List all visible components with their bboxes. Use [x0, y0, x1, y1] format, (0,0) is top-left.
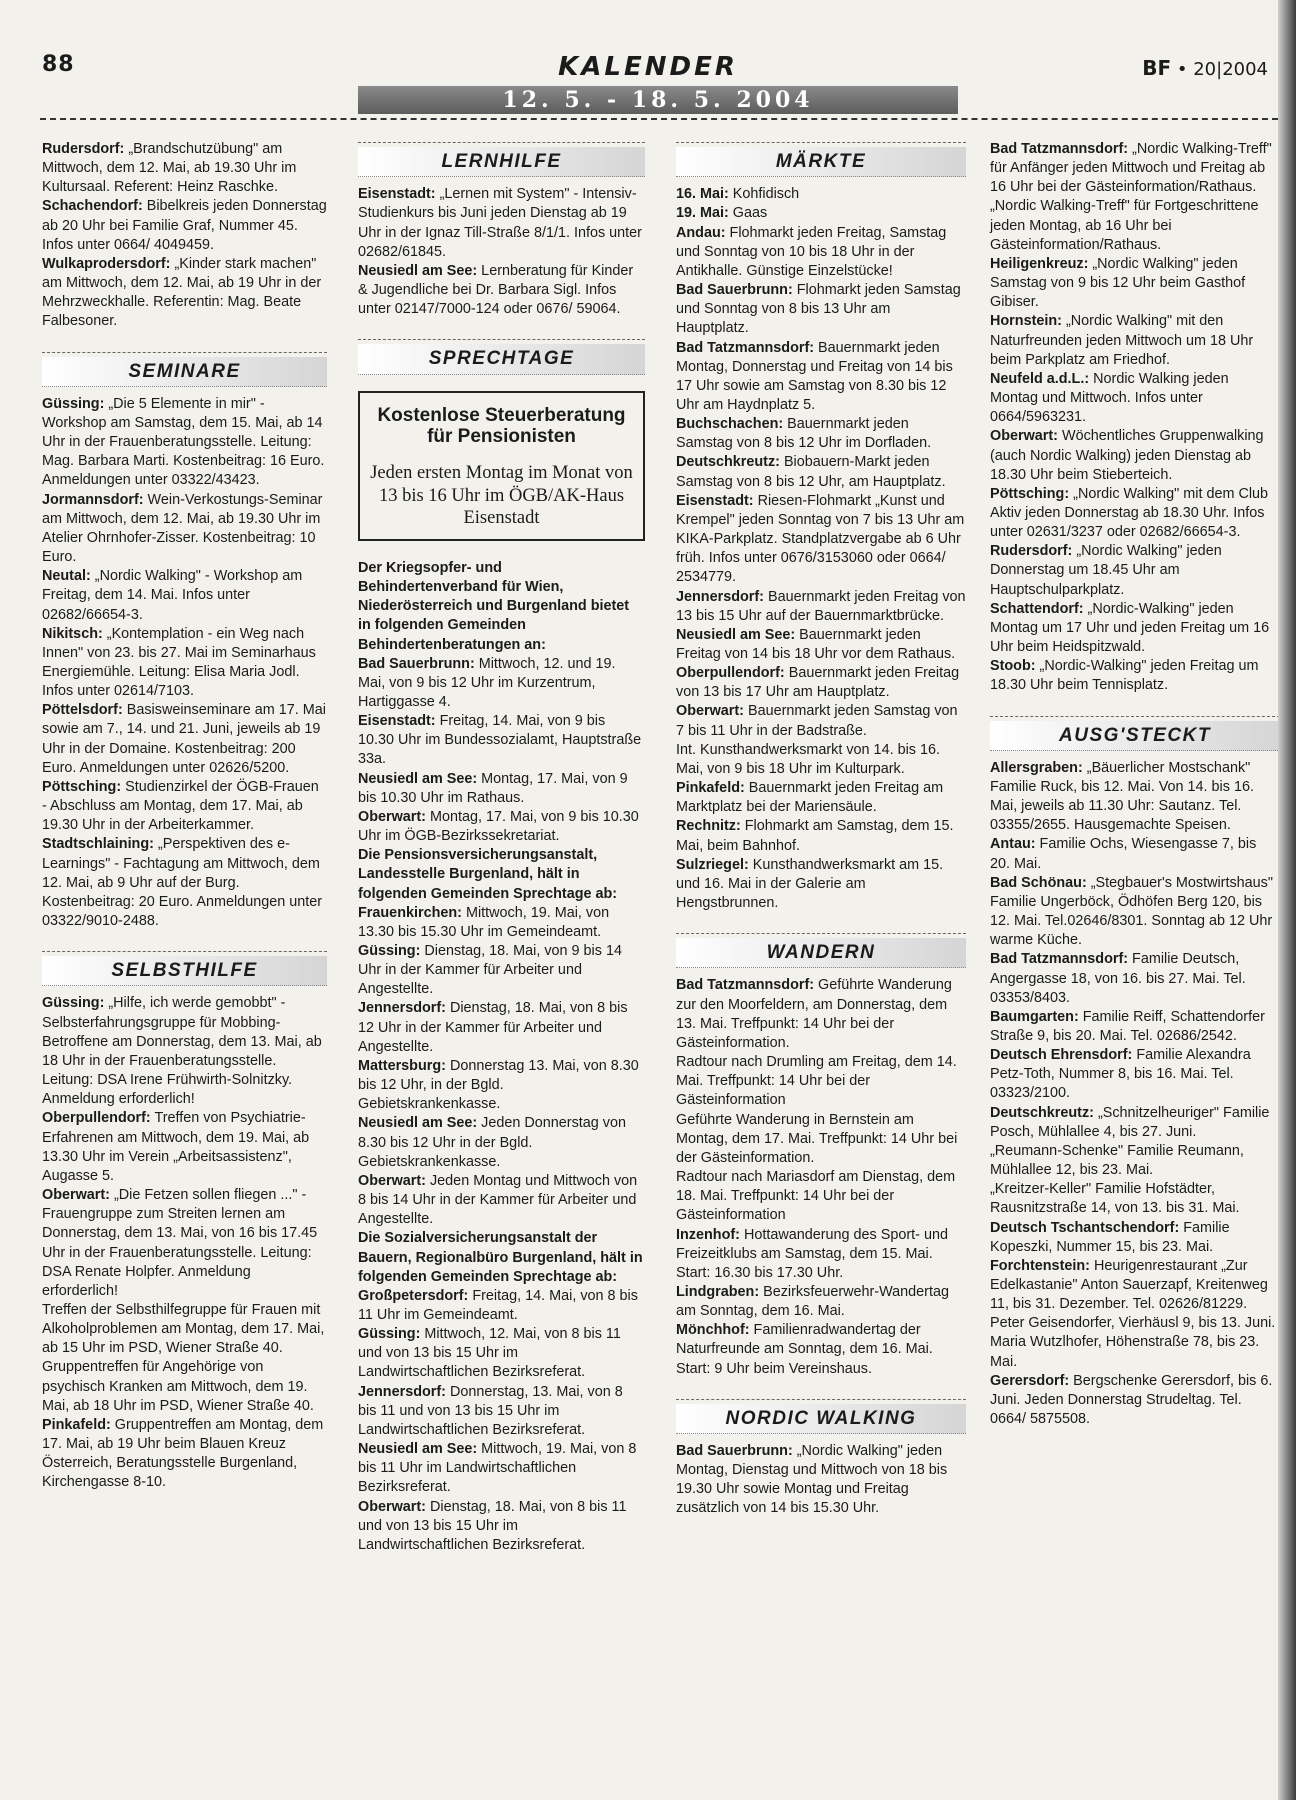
listing-place: Oberpullendorf:: [42, 1110, 151, 1127]
listing-text: Familie Reiff, Schattendorfer Straße 9, bis 20. Mai. Tel. 02686/2542.: [990, 1008, 1265, 1044]
listing-entry: [990, 1104, 1280, 1142]
listing-entry: [990, 485, 1280, 542]
listing-place: Pöttsching:: [42, 778, 122, 795]
date-range-banner: 12. 5. - 18. 5. 2004: [358, 86, 958, 114]
listing-entry: [358, 1383, 645, 1440]
section-sprechtage: [358, 339, 645, 374]
listing-place: Oberwart:: [42, 1187, 110, 1204]
listing-text: Bauernmarkt jeden Freitag am Marktplatz bei der Mariensäule.: [676, 780, 944, 816]
listing-entry: [358, 904, 645, 942]
listing-text: Gruppentreffen am Montag, dem 17. Mai, ab 19 Uhr beim Blauen Kreuz Österreich, Beratungsstelle Burgenland, Kirchengasse 8-10.: [42, 1416, 324, 1491]
page-number: 88: [42, 52, 75, 77]
listing-place: Schattendorf:: [990, 600, 1084, 617]
listing-entry: [358, 1498, 645, 1555]
listing-place: Güssing:: [42, 395, 105, 412]
listing-entry: [358, 262, 645, 319]
listing-entry: [676, 1053, 966, 1110]
listing-text: Maria Wutzlhofer, Höhenstraße 78, bis 23. Mai.: [990, 1334, 1260, 1370]
listing-text: Geführte Wanderung zur den Moorfeldern, am Donnerstag, dem 13. Mai. Treffpunkt: 14 Uhr bei der Gästeinformation.: [676, 977, 952, 1051]
listing-place: Jennersdorf:: [358, 1383, 446, 1400]
listing-text: „Nordic Walking" mit den Naturfreunden jeden Mittwoch um 18 Uhr beim Parkplatz am Friedhof.: [990, 313, 1254, 368]
listing-place: Bad Tatzmannsdorf:: [990, 141, 1129, 157]
wandern-list: [676, 976, 966, 1378]
listing-text: Dienstag, 18. Mai, von 8 bis 12 Uhr in der Kammer für Arbeiter und Angestellte.: [358, 1000, 628, 1055]
listing-text: „Die 5 Elemente in mir" - Workshop am Samstag, dem 15. Mai, ab 14 Uhr in der Frauenberatungsstelle. Leitung: Mag. Barbara Marti. Kostenbeitrag: 16 Euro. Anmeldungen unter 03322/43423.: [42, 395, 325, 489]
listing-place: Oberpullendorf:: [676, 665, 785, 682]
listing-text: Bauernmarkt jeden Freitag von 13 bis 15 Uhr auf der Bauernmarktbrücke.: [676, 588, 966, 624]
page-binding-edge: [1278, 0, 1296, 1800]
listing-entry: [358, 942, 645, 999]
listing-entry: [358, 1325, 645, 1382]
section-wandern: [676, 933, 966, 968]
column-2: [358, 140, 645, 1555]
listing-text: „Nordic-Walking" jeden Montag um 17 Uhr und jeden Freitag um 16 Uhr beim Heidspitzwald.: [990, 600, 1270, 656]
listing-entry: [42, 1416, 327, 1493]
listing-text: Dienstag, 18. Mai, von 8 bis 11 und von 13 bis 15 Uhr im Landwirtschaftlichen Bezirksreferat.: [358, 1498, 627, 1553]
listing-text: „Kontemplation - ein Weg nach Innen" von 23. bis 27. Mai im Seminarhaus Energiemühle. Leitung: Elisa Maria Jodl. Infos unter 02614/7103.: [42, 625, 316, 700]
listing-entry: [676, 664, 966, 702]
listing-entry: [42, 567, 327, 624]
maerkte-list: [676, 185, 966, 913]
listing-text: Bauernmarkt jeden Freitag von 14 bis 18 Uhr vor dem Rathaus.: [676, 626, 956, 663]
listing-text: „Nordic Walking-Treff" für Fortgeschrittene jeden Montag, ab 16 Uhr bei Gästeinformation/Rathaus.: [990, 198, 1259, 253]
listing-text: Wöchentliches Gruppenwalking (auch Nordic Walking) jeden Dienstag ab 18.30 Uhr beim Stieberteich.: [990, 428, 1264, 483]
listing-text: Freitag, 14. Mai, von 8 bis 11 Uhr im Gemeindeamt.: [358, 1287, 638, 1323]
listing-place: Neusiedl am See:: [358, 262, 478, 279]
listing-place: Wulkaprodersdorf:: [42, 255, 171, 272]
listing-entry: [676, 224, 966, 281]
listing-entry: [358, 1172, 645, 1229]
listing-text: Familie Kopeszki, Nummer 15, bis 23. Mai.: [990, 1219, 1230, 1255]
listing-text: „Kinder stark machen" am Mittwoch, dem 12. Mai, ab 19 Uhr in der Mehrzweckhalle. Referentin: Mag. Beate Falbesoner.: [42, 255, 322, 330]
listing-entry: [358, 1287, 645, 1325]
listing-entry: [990, 950, 1280, 1007]
listing-text: Bauernmarkt jeden Freitag von 13 bis 17 Uhr am Hauptplatz.: [676, 665, 960, 701]
listing-entry: [990, 1008, 1280, 1046]
listing-text: Familie Alexandra Petz-Toth, Nummer 8, bis 16. Mai. Tel. 03323/2100.: [990, 1047, 1251, 1102]
listing-entry: [42, 255, 327, 332]
listing-place: Pöttsching:: [990, 485, 1070, 502]
listing-place: Andau:: [676, 224, 726, 241]
listing-entry: [676, 415, 966, 453]
box-body: Jeden ersten Montag im Monat von 13 bis 16 Uhr im ÖGB/AK-Haus Eisenstadt: [370, 463, 633, 528]
listing-text: Kohfidisch: [728, 186, 800, 203]
listing-text: „Reumann-Schenke" Familie Reumann, Mühlallee 12, bis 23. Mai.: [990, 1142, 1244, 1179]
col1-top-list: [42, 140, 327, 332]
listing-place: Mattersburg:: [358, 1057, 446, 1074]
section-maerkte: [676, 142, 966, 177]
listing-place: Lindgraben:: [676, 1283, 760, 1300]
listing-place: Bad Schönau:: [990, 874, 1087, 891]
listing-text: Bauernmarkt jeden Montag, Donnerstag und Freitag von 14 bis 17 Uhr sowie am Samstag von 8.30 bis 12 Uhr am Haydnplatz 5.: [676, 339, 953, 413]
listing-entry: [990, 1314, 1280, 1333]
listing-text: „Die Fetzen sollen fliegen ..." - Frauengruppe zum Streiten lernen am Donnerstag, dem 13. Mai, von 16 bis 17.45 Uhr in der Frauenberatungsstelle. Leitung: DSA Renate Holpfer. Anmeldung erforderlich!: [42, 1187, 318, 1299]
listing-place: Neutal:: [42, 568, 91, 585]
issue-info: [1142, 56, 1268, 80]
listing-text: Mittwoch, 12. Mai, von 8 bis 11 und von 13 bis 15 Uhr im Landwirtschaftlichen Bezirksreferat.: [358, 1326, 621, 1381]
listing-entry: [358, 1057, 645, 1114]
column-1: [42, 140, 327, 1493]
listing-text: Treffen von Psychiatrie-Erfahrenen am Mittwoch, dem 19. Mai, ab 13.30 Uhr im Verein „Arbeitsassistenz", Augasse 5.: [42, 1110, 310, 1184]
listing-place: Jormannsdorf:: [42, 491, 144, 508]
listing-place: Rudersdorf:: [990, 543, 1073, 560]
listing-text: Mittwoch, 12. und 19. Mai, von 9 bis 12 Uhr im Kurzentrum, Hartiggasse 4.: [358, 655, 616, 710]
listing-text: „Kreitzer-Keller" Familie Hofstädter, Rausnitzstraße 14, von 13. bis 31. Mai.: [990, 1181, 1240, 1217]
listing-entry: [42, 778, 327, 835]
listing-entry: [676, 339, 966, 416]
listing-entry: [990, 312, 1280, 369]
listing-entry: [676, 779, 966, 817]
section-ausgsteckt: [990, 716, 1280, 751]
listing-place: Buchschachen:: [676, 416, 784, 433]
pva-list: [358, 904, 645, 1230]
listing-entry: [676, 702, 966, 740]
listing-place: Oberwart:: [358, 1172, 426, 1189]
section-title: NORDIC WALKING: [676, 1404, 966, 1434]
listing-text: Mittwoch, 19. Mai, von 8 bis 11 Uhr im Landwirtschaftlichen Bezirksreferat.: [358, 1441, 637, 1496]
listing-place: Neusiedl am See:: [676, 626, 796, 643]
section-selbsthilfe: [42, 951, 327, 986]
listing-text: Flohmarkt jeden Samstag und Sonntag von 8 bis 13 Uhr am Hauptplatz.: [676, 282, 961, 337]
listing-text: „Nordic Walking" - Workshop am Freitag, dem 14. Mai. Infos unter 02682/66654-3.: [42, 568, 303, 623]
listing-place: Bad Sauerbrunn:: [358, 655, 475, 672]
listing-place: Eisenstadt:: [358, 186, 436, 203]
listing-entry: [42, 491, 327, 568]
listing-text: Int. Kunsthandwerksmarkt von 14. bis 16. Mai, von 9 bis 18 Uhr im Kulturpark.: [676, 741, 940, 777]
section-title: SEMINARE: [42, 357, 327, 387]
listing-place: Heiligenkreuz:: [990, 255, 1089, 272]
listing-place: Mönchhof:: [676, 1322, 750, 1339]
listing-entry: [358, 655, 645, 712]
listing-text: „Brandschutzübung" am Mittwoch, dem 12. Mai, ab 19.30 Uhr im Kultursaal. Referent: Heinz Raschke.: [42, 141, 297, 196]
listing-text: Familie Deutsch, Angergasse 18, von 16. bis 27. Mai. Tel. 03353/8403.: [990, 951, 1246, 1006]
magazine-name: BF: [1142, 56, 1172, 80]
selbsthilfe-list: [42, 994, 327, 1492]
lernhilfe-list: [358, 185, 645, 319]
listing-place: Inzenhof:: [676, 1226, 740, 1243]
listing-entry: [42, 197, 327, 254]
section-nordic-walking: [676, 1399, 966, 1434]
listing-place: Neusiedl am See:: [358, 1115, 478, 1132]
listing-entry: [990, 370, 1280, 427]
column-4: [990, 140, 1280, 1429]
listing-entry: [676, 1442, 966, 1519]
listing-entry: [990, 1257, 1280, 1314]
listing-entry: [676, 453, 966, 491]
kob-list: [358, 655, 645, 847]
listing-place: Pöttelsdorf:: [42, 702, 123, 719]
listing-text: Hottawanderung des Sport- und Freizeitklubs am Samstag, dem 15. Mai. Start: 16.30 bis 17.30 Uhr.: [676, 1226, 948, 1281]
listing-text: Gaas: [728, 205, 768, 222]
listing-text: „Hilfe, ich werde gemobbt" - Selbsterfahrungsgruppe für Mobbing-Betroffene am Donnerstag, dem 13. Mai, ab 18 Uhr in der Frauenberatungsstelle. Leitung: DSA Irene Frühwirth-Solnitzky. Anmeldung erforderlich!: [42, 995, 322, 1108]
listing-place: Hornstein:: [990, 313, 1062, 330]
listing-text: Montag, 17. Mai, von 9 bis 10.30 Uhr im ÖGB-Bezirkssekretariat.: [358, 808, 639, 845]
listing-text: „Lernen mit System" - Intensiv-Studienkurs bis Juni jeden Dienstag ab 19 Uhr in der Ignaz Till-Straße 8/1/1. Infos unter 02682/61845.: [358, 186, 642, 260]
listing-place: Jennersdorf:: [358, 1000, 446, 1017]
listing-entry: [676, 1321, 966, 1378]
listing-place: Neufeld a.d.L.:: [990, 370, 1090, 387]
listing-text: Mittwoch, 19. Mai, von 13.30 bis 15.30 Uhr im Gemeindeamt.: [358, 904, 610, 940]
listing-place: Stadtschlaining:: [42, 836, 154, 853]
listing-place: Oberwart:: [358, 1498, 426, 1515]
listing-text: Basisweinseminare am 17. Mai sowie am 7., 14. und 21. Juni, jeweils ab 19 Uhr in der Domaine. Kostenbeitrag: 200 Euro. Anmeldungen unter 02626/5200.: [42, 702, 326, 776]
listing-entry: [358, 1440, 645, 1497]
listing-place: Stoob:: [990, 658, 1036, 675]
listing-text: Bezirksfeuerwehr-Wandertag am Sonntag, dem 16. Mai.: [676, 1283, 949, 1320]
listing-place: Güssing:: [42, 995, 105, 1012]
listing-text: Familie Ochs, Wiesengasse 7, bis 20. Mai.: [990, 836, 1257, 872]
listing-place: 16. Mai:: [676, 186, 729, 203]
box-title: Kostenlose Steuerberatung für Pensionisten: [377, 404, 626, 448]
seminare-list: [42, 395, 327, 931]
listing-place: Oberwart:: [990, 428, 1058, 445]
listing-entry: [990, 140, 1280, 197]
listing-text: Freitag, 14. Mai, von 9 bis 10.30 Uhr im Bundessozialamt, Hauptstraße 33a.: [358, 713, 642, 768]
section-title: AUSG'STECKT: [990, 721, 1280, 751]
listing-entry: [990, 600, 1280, 657]
listing-place: Forchtenstein:: [990, 1257, 1090, 1274]
listing-text: Jeden Montag und Mittwoch von 8 bis 14 Uhr in der Kammer für Arbeiter und Angestellte.: [358, 1172, 638, 1228]
listing-entry: [358, 1114, 645, 1171]
nordic-cont-list: [990, 140, 1280, 696]
listing-place: Deutsch Ehrensdorf:: [990, 1047, 1133, 1064]
listing-place: Bad Sauerbrunn:: [676, 1443, 793, 1460]
listing-entry: [676, 1111, 966, 1168]
listing-entry: [990, 835, 1280, 873]
listing-entry: [42, 835, 327, 931]
listing-entry: [42, 994, 327, 1109]
listing-entry: [990, 657, 1280, 695]
listing-text: Kunsthandwerksmarkt am 15. und 16. Mai in der Galerie am Hengstbrunnen.: [676, 856, 944, 912]
listing-entry: [990, 1333, 1280, 1371]
listing-entry: [676, 588, 966, 626]
listing-place: Oberwart:: [676, 703, 744, 720]
section-title: LERNHILFE: [358, 147, 645, 177]
listing-place: 19. Mai:: [676, 205, 729, 222]
listing-text: Heurigenrestaurant „Zur Edelkastanie" Anton Sauerzapf, Kreitenweg 11, bis 31. Dezember. Tel. 02626/81229.: [990, 1257, 1268, 1313]
listing-text: Treffen der Selbsthilfegruppe für Frauen mit Alkoholproblemen am Montag, dem 17. Mai, ab 15 Uhr im PSD, Wiener Straße 40.: [42, 1301, 325, 1357]
listing-entry: [42, 1186, 327, 1301]
listing-place: Schachendorf:: [42, 198, 143, 215]
listing-entry: [42, 1358, 327, 1415]
listing-text: „Nordic-Walking" jeden Freitag um 18.30 Uhr beim Tennisplatz.: [990, 658, 1259, 694]
section-title: WANDERN: [676, 938, 966, 968]
listing-entry: [358, 999, 645, 1056]
listing-entry: [990, 255, 1280, 312]
listing-text: Gruppentreffen für Angehörige von psychisch Kranken am Mittwoch, dem 19. Mai, ab 18 Uhr im PSD, Wiener Straße 40.: [42, 1359, 314, 1414]
listing-entry: [990, 542, 1280, 599]
listing-text: Bergschenke Gerersdorf, bis 6. Juni. Jeden Donnerstag Strudeltag. Tel. 0664/ 5875508.: [990, 1372, 1273, 1428]
page-title: KALENDER: [558, 52, 738, 82]
listing-text: Radtour nach Drumling am Freitag, dem 14. Mai. Treffpunkt: 14 Uhr bei der Gästeinformation: [676, 1054, 957, 1109]
listing-entry: [990, 427, 1280, 484]
listing-place: Rechnitz:: [676, 818, 741, 835]
listing-place: Neusiedl am See:: [358, 1441, 478, 1458]
listing-text: Bibelkreis jeden Donnerstag ab 20 Uhr bei Familie Graf, Nummer 45. Infos unter 0664/ 4049459.: [42, 198, 327, 253]
listing-entry: [990, 759, 1280, 836]
listing-entry: [990, 874, 1280, 951]
listing-place: Großpetersdorf:: [358, 1287, 469, 1304]
listing-text: Donnerstag, 13. Mai, von 8 bis 11 und von 13 bis 15 Uhr im Landwirtschaftlichen Bezirksreferat.: [358, 1383, 623, 1438]
listing-text: „Nordic Walking" mit dem Club Aktiv jeden Donnerstag ab 18.30 Uhr. Infos unter 02631/3237 oder 02682/66654-3.: [990, 485, 1269, 541]
listing-entry: [676, 856, 966, 913]
listing-entry: [676, 185, 966, 204]
listing-place: Gerersdorf:: [990, 1372, 1070, 1389]
listing-entry: [676, 204, 966, 223]
listing-place: Eisenstadt:: [676, 492, 754, 509]
listing-entry: [990, 1372, 1280, 1429]
listing-text: Familienradwandertag der Naturfreunde am Sonntag, dem 16. Mai. Start: 9 Uhr beim Vereinshaus.: [676, 1322, 933, 1377]
listing-entry: [676, 1226, 966, 1283]
listing-text: Flohmarkt jeden Freitag, Samstag und Sonntag von 10 bis 18 Uhr in der Antikhalle. Günstige Einzelstücke!: [676, 224, 947, 279]
listing-entry: [676, 281, 966, 338]
listing-text: Bauernmarkt jeden Samstag von 8 bis 12 Uhr im Dorfladen.: [676, 416, 932, 452]
listing-place: Oberwart:: [358, 808, 426, 825]
listing-entry: [676, 976, 966, 1053]
listing-entry: [676, 626, 966, 664]
listing-text: Radtour nach Mariasdorf am Dienstag, dem 18. Mai. Treffpunkt: 14 Uhr bei der Gästeinformation: [676, 1169, 956, 1224]
column-3: [676, 140, 966, 1519]
section-title: SPRECHTAGE: [358, 344, 645, 374]
listing-place: Rudersdorf:: [42, 141, 125, 157]
listing-place: Frauenkirchen:: [358, 904, 462, 921]
bullet: •: [1176, 59, 1188, 80]
listing-entry: [676, 1283, 966, 1321]
listing-place: Allersgraben:: [990, 759, 1083, 776]
listing-entry: [42, 1109, 327, 1186]
listing-text: Nordic Walking jeden Montag und Mittwoch. Infos unter 0664/5963231.: [990, 370, 1229, 426]
listing-place: Bad Tatzmannsdorf:: [990, 951, 1129, 968]
listing-text: Bauernmarkt jeden Samstag von 7 bis 11 Uhr in der Badstraße.: [676, 703, 958, 739]
section-seminare: [42, 352, 327, 387]
listing-entry: [676, 492, 966, 588]
listing-text: Montag, 17. Mai, von 9 bis 10.30 Uhr im Rathaus.: [358, 770, 628, 806]
listing-text: Wein-Verkostungs-Seminar am Mittwoch, dem 12. Mai, ab 19.30 Uhr im Atelier Ohrnhofer-Zisser. Kostenbeitrag: 10 Euro.: [42, 491, 323, 566]
listing-entry: [358, 712, 645, 769]
listing-text: „Nordic Walking-Treff" für Anfänger jeden Mittwoch und Freitag ab 16 Uhr bei der Gästeinformation/Rathaus.: [990, 141, 1272, 196]
listing-place: Sulzriegel:: [676, 856, 749, 873]
listing-text: „Stegbauer's Mostwirtshaus" Familie Ungerböck, Ödhöfen Berg 120, bis 12. Mai. Tel.02646/8301. Sonntag ab 12 Uhr warme Küche.: [990, 874, 1273, 949]
listing-place: Güssing:: [358, 1326, 421, 1343]
listing-entry: [990, 197, 1280, 254]
listing-text: Jeden Donnerstag von 8.30 bis 12 Uhr in der Bgld. Gebietskrankenkasse.: [358, 1115, 626, 1170]
listing-place: Jennersdorf:: [676, 588, 764, 605]
listing-text: „Perspektiven des e-Learnings" - Fachtagung am Mittwoch, dem 12. Mai, ab 9 Uhr auf der Burg. Kostenbeitrag: 20 Euro. Anmeldungen unter 03322/9010-2488.: [42, 836, 323, 930]
tax-advice-box: [358, 391, 645, 541]
issue-number: 20|2004: [1193, 59, 1268, 80]
listing-place: Antau:: [990, 836, 1036, 853]
listing-text: Donnerstag 13. Mai, von 8.30 bis 12 Uhr, in der Bgld. Gebietskrankenkasse.: [358, 1057, 639, 1113]
listing-text: „Schnitzelheuriger" Familie Posch, Mühlallee 4, bis 27. Juni.: [990, 1104, 1270, 1140]
listing-text: „Bäuerlicher Mostschank" Familie Ruck, bis 12. Mai. Von 14. bis 16. Mai, jeweils ab 11.30 Uhr: Sautanz. Tel. 03355/2655. Hausgemachte Speisen.: [990, 759, 1254, 834]
listing-entry: [990, 1142, 1280, 1180]
section-title: MÄRKTE: [676, 147, 966, 177]
listing-text: Lernberatung für Kinder & Jugendliche bei Dr. Barbara Sigl. Infos unter 02147/7000-124 oder 0676/ 59064.: [358, 262, 634, 318]
listing-entry: [676, 817, 966, 855]
listing-text: Flohmarkt am Samstag, dem 15. Mai, beim Bahnhof.: [676, 818, 954, 854]
listing-text: „Nordic Walking" jeden Montag, Dienstag und Mittwoch von 18 bis 19.30 Uhr sowie Montag und Freitag zusätzlich von 14 bis 15.30 Uhr.: [676, 1443, 948, 1517]
listing-entry: [990, 1046, 1280, 1103]
listing-place: Nikitsch:: [42, 625, 103, 642]
listing-entry: [42, 1301, 327, 1358]
listing-entry: [42, 140, 327, 197]
listing-place: Deutschkreutz:: [676, 454, 780, 471]
listing-place: Bad Tatzmannsdorf:: [676, 339, 815, 356]
listing-text: „Nordic Walking" jeden Samstag von 9 bis 12 Uhr beim Gasthof Gibiser.: [990, 255, 1246, 311]
ausg-list: [990, 759, 1280, 1429]
listing-text: Dienstag, 18. Mai, von 9 bis 14 Uhr in der Kammer für Arbeiter und Angestellte.: [358, 943, 622, 998]
listing-place: Neusiedl am See:: [358, 770, 478, 787]
listing-place: Bad Sauerbrunn:: [676, 282, 793, 299]
listing-entry: [358, 770, 645, 808]
svb-intro: Die Sozialversicherungsanstalt der Bauern, Regionalbüro Burgenland, hält in folgenden Gemeinden Sprechtage ab:: [358, 1230, 643, 1285]
listing-place: Deutschkreutz:: [990, 1104, 1094, 1121]
listing-entry: [358, 808, 645, 846]
listing-entry: [42, 395, 327, 491]
section-lernhilfe: [358, 142, 645, 177]
listing-entry: [42, 701, 327, 778]
section-title: SELBSTHILFE: [42, 956, 327, 986]
listing-entry: [990, 1219, 1280, 1257]
svb-list: [358, 1287, 645, 1555]
listing-place: Bad Tatzmannsdorf:: [676, 977, 815, 994]
listing-text: Geführte Wanderung in Bernstein am Montag, dem 17. Mai. Treffpunkt: 14 Uhr bei der Gästeinformation.: [676, 1111, 958, 1166]
listing-place: Güssing:: [358, 943, 421, 959]
listing-entry: [358, 185, 645, 262]
listing-text: Studienzirkel der ÖGB-Frauen - Abschluss am Montag, dem 17. Mai, ab 19.30 Uhr in der Arbeiterkammer.: [42, 778, 319, 834]
listing-text: Riesen-Flohmarkt „Kunst und Krempel" jeden Sonntag von 7 bis 13 Uhr am KIKA-Parkplatz. Standplatzvergabe ab 6 Uhr früh. Infos unter 0676/3153060 oder 0664/ 2534779.: [676, 492, 965, 586]
listing-entry: [676, 1168, 966, 1225]
listing-place: Pinkafeld:: [42, 1416, 111, 1433]
listing-entry: [676, 741, 966, 779]
listing-place: Deutsch Tschantschendorf:: [990, 1219, 1180, 1236]
kob-intro: Der Kriegsopfer- und Behindertenverband für Wien, Niederösterreich und Burgenland bietet in folgenden Gemeinden Behindertenberatungen an:: [358, 559, 630, 653]
listing-text: Biobauern-Markt jeden Samstag von 8 bis 12 Uhr, am Hauptplatz.: [676, 454, 946, 490]
listing-entry: [42, 625, 327, 702]
nordic-list: [676, 1442, 966, 1519]
pva-intro: Die Pensionsversicherungsanstalt, Landesstelle Burgenland, hält in folgenden Gemeinden Sprechtage ab:: [358, 847, 618, 902]
header-divider: [40, 118, 1278, 120]
listing-text: „Nordic Walking" jeden Donnerstag um 18.45 Uhr am Hauptschulparkplatz.: [990, 543, 1222, 598]
listing-entry: [990, 1180, 1280, 1218]
listing-place: Baumgarten:: [990, 1008, 1079, 1025]
listing-text: Peter Geisendorfer, Vierhäusl 9, bis 13. Juni.: [990, 1315, 1276, 1332]
listing-place: Pinkafeld:: [676, 780, 745, 797]
listing-place: Eisenstadt:: [358, 713, 436, 730]
